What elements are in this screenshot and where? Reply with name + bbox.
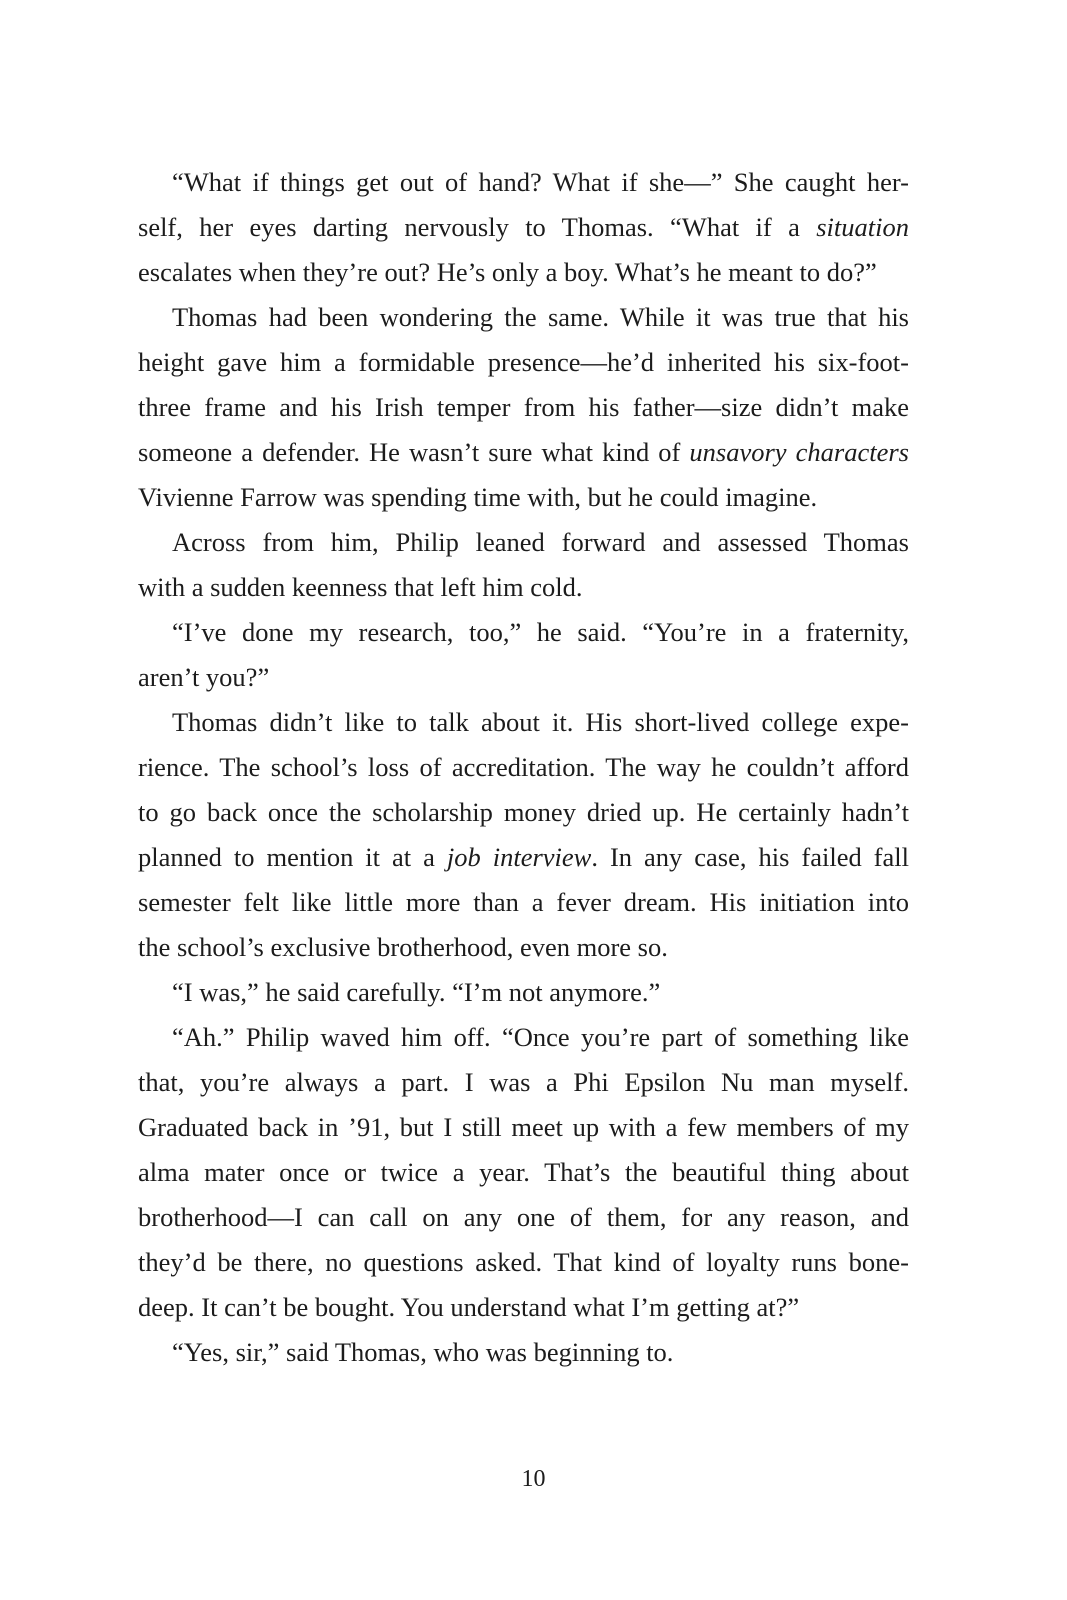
body-text xyxy=(138,160,909,1375)
text-line xyxy=(138,1240,909,1285)
text-line xyxy=(138,745,909,790)
text-line xyxy=(138,295,909,340)
text-line xyxy=(138,1015,909,1060)
text-run: . In any case, his failed fall xyxy=(591,842,909,872)
text-run: someone a defender. He wasn’t sure what kind of xyxy=(138,437,690,467)
text-line xyxy=(138,160,909,205)
text-run: aren’t you?” xyxy=(138,662,270,692)
text-run: self, her eyes darting nervously to Thomas. “What if a xyxy=(138,212,817,242)
text-line xyxy=(138,205,909,250)
text-run: “Yes, sir,” said Thomas, who was beginning to. xyxy=(172,1337,674,1367)
text-run: “I’ve done my research, too,” he said. “You’re in a fraternity, xyxy=(172,617,909,647)
text-run: planned to mention it at a xyxy=(138,842,447,872)
text-line xyxy=(138,520,909,565)
text-run: “I was,” he said carefully. “I’m not anymore.” xyxy=(172,977,661,1007)
text-line xyxy=(138,565,909,610)
text-run: Graduated back in ’91, but I still meet up with a few members of my xyxy=(138,1112,909,1142)
text-run: to go back once the scholarship money dried up. He certainly hadn’t xyxy=(138,797,909,827)
text-run: semester felt like little more than a fever dream. His initiation into xyxy=(138,887,909,917)
text-run: three frame and his Irish temper from his father—size didn’t make xyxy=(138,392,909,422)
text-run: escalates when they’re out? He’s only a boy. What’s he meant to do?” xyxy=(138,257,877,287)
text-line xyxy=(138,430,909,475)
text-line xyxy=(138,970,909,1015)
text-line xyxy=(138,880,909,925)
text-line xyxy=(138,925,909,970)
text-run: rience. The school’s loss of accreditation. The way he couldn’t afford xyxy=(138,752,909,782)
text-line xyxy=(138,1060,909,1105)
text-run: Across from him, Philip leaned forward and assessed Thomas xyxy=(172,527,909,557)
text-run: that, you’re always a part. I was a Phi Epsilon Nu man myself. xyxy=(138,1067,909,1097)
text-line xyxy=(138,1285,909,1330)
italic-text: situation xyxy=(816,212,909,242)
text-line xyxy=(138,1330,909,1375)
text-line xyxy=(138,340,909,385)
text-run: “Ah.” Philip waved him off. “Once you’re part of something like xyxy=(172,1022,909,1052)
text-line xyxy=(138,385,909,430)
text-line xyxy=(138,610,909,655)
text-line xyxy=(138,250,909,295)
text-line xyxy=(138,655,909,700)
text-line xyxy=(138,835,909,880)
text-run: “What if things get out of hand? What if she—” She caught her- xyxy=(172,167,909,197)
text-run: alma mater once or twice a year. That’s the beautiful thing about xyxy=(138,1157,909,1187)
italic-text: job interview xyxy=(446,842,592,872)
text-line xyxy=(138,1150,909,1195)
page-number: 10 xyxy=(521,1466,546,1492)
text-run: Thomas had been wondering the same. While it was true that his xyxy=(172,302,909,332)
text-run: the school’s exclusive brotherhood, even more so. xyxy=(138,932,668,962)
text-line xyxy=(138,700,909,745)
italic-text: unsavory characters xyxy=(689,437,909,467)
text-line xyxy=(138,1195,909,1240)
text-line xyxy=(138,1105,909,1150)
text-run: they’d be there, no questions asked. That kind of loyalty runs bone- xyxy=(138,1247,909,1277)
text-run: brotherhood—I can call on any one of them, for any reason, and xyxy=(138,1202,909,1232)
text-run: deep. It can’t be bought. You understand what I’m getting at?” xyxy=(138,1292,800,1322)
text-run: Vivienne Farrow was spending time with, but he could imagine. xyxy=(138,482,818,512)
text-line xyxy=(138,790,909,835)
text-run: with a sudden keenness that left him cold. xyxy=(138,572,583,602)
text-run: height gave him a formidable presence—he’d inherited his six-foot- xyxy=(138,347,909,377)
text-line xyxy=(138,475,909,520)
text-run: Thomas didn’t like to talk about it. His short-lived college expe- xyxy=(172,707,909,737)
